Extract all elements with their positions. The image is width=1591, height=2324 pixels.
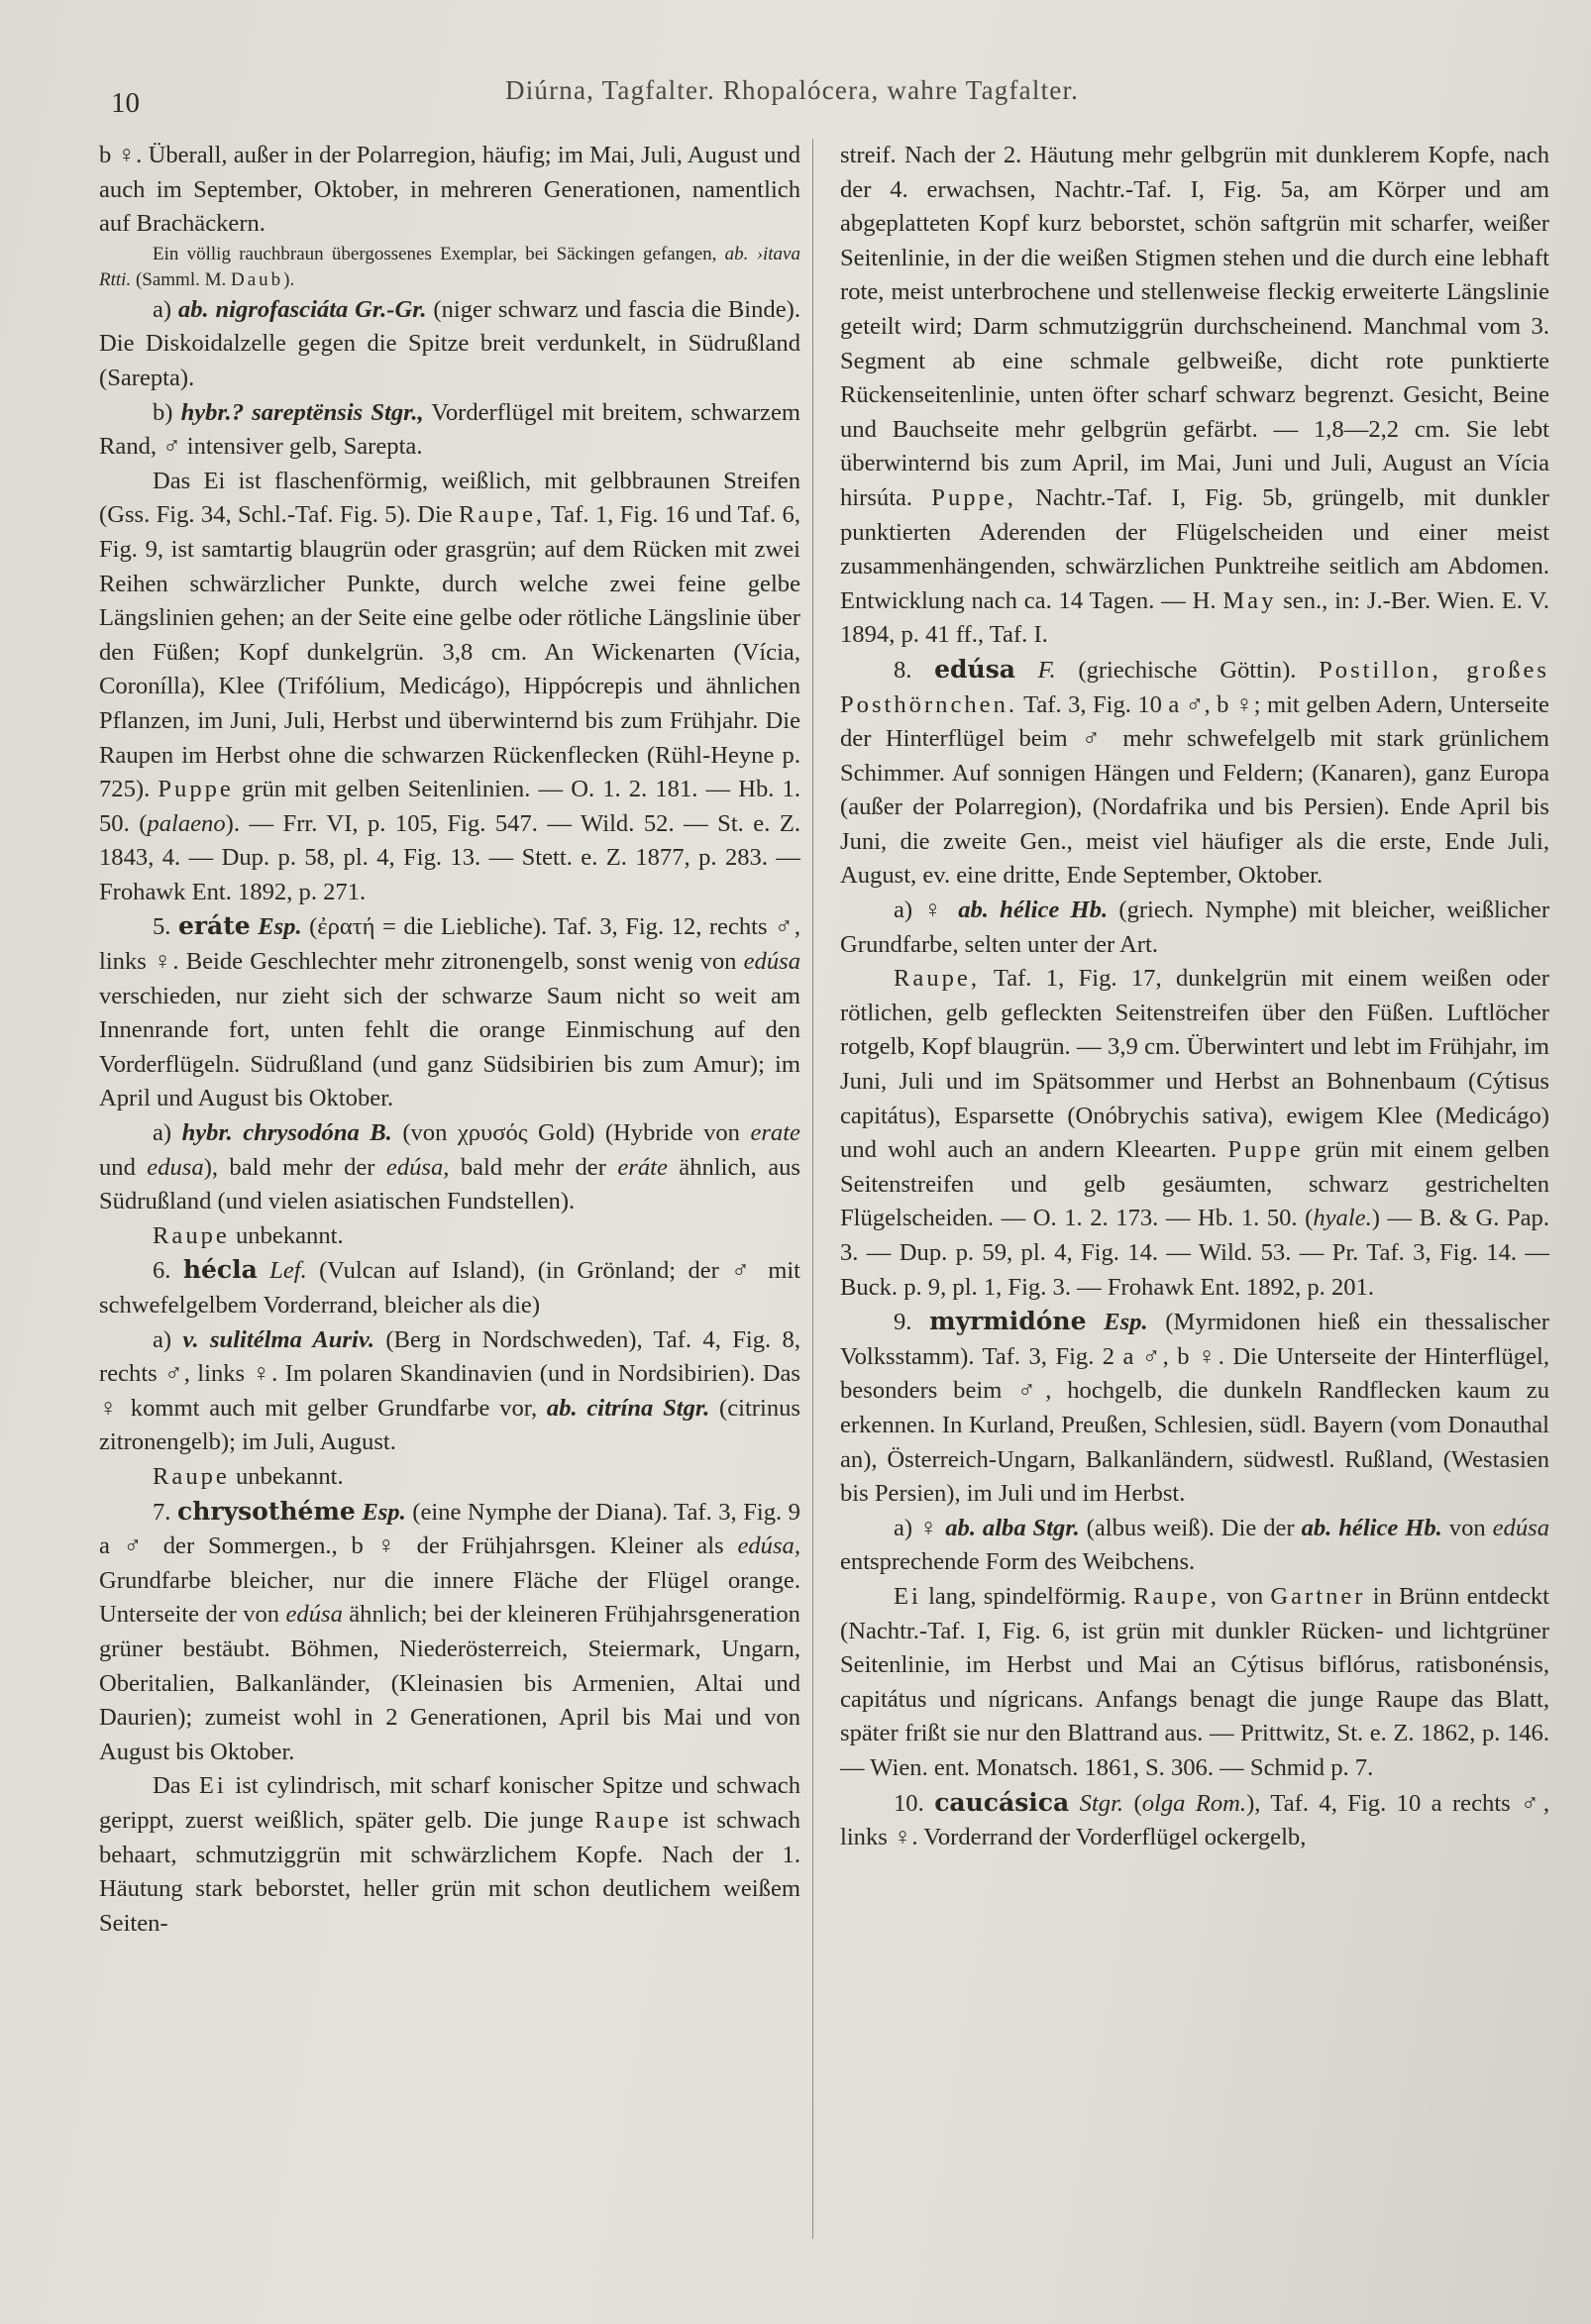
text-run: unbekannt. xyxy=(236,1221,344,1249)
text-run: (Berg in Nordschweden), Taf. 4, Fig. 8, rechts ♂, links ♀. Im polaren Skandinavien (und in Nordsibirien). Das ♀ kommt auch mit gelber Grundfarbe vor, xyxy=(99,1325,800,1422)
paragraph xyxy=(99,1460,800,1495)
keyword: Ei xyxy=(894,1582,921,1610)
text-run: a) ♀ xyxy=(894,1514,939,1541)
taxon-name: edúsa, xyxy=(385,1153,450,1181)
taxon-name: edúsa, xyxy=(737,1532,800,1560)
text-run: entsprechende Form des Weibchens. xyxy=(840,1548,1196,1576)
text-run: ). — Frr. VI, p. 105, Fig. 547. — Wild. 52. — St. e. Z. 1843, 4. — Dup. p. 58, pl. 4, Fig. 13. — Stett. e. Z. 1877, p. 283. — Frohawk Ent. 1892, p. 271. xyxy=(99,809,800,905)
author-name: Daub xyxy=(231,268,284,290)
text-run: (Myrmidonen hieß ein thessalischer Volksstamm). Taf. 3, Fig. 2 a ♂, b ♀. Die Unterseite der Hinterflügel, besonders beim ♂, hochgelb, die dunkeln Randflecken kaum zu erkennen. In Kurland, Preußen, Schlesien, südl. Bayern (vom Donauthal an), Österreich-Ungarn, Balkanländern, südwestl. Rußland, (Westasien bis Persien), im Juli und im Herbst. xyxy=(840,1309,1549,1508)
author-name: F. xyxy=(1037,656,1056,684)
text-run: ). xyxy=(283,268,295,290)
text-run: ist schwach behaart, schmutziggrün mit schwärzlichem Kopfe. Nach der 1. Häutung stark beborstet, heller grün mit schon deutlichem weißem Seiten- xyxy=(99,1806,800,1937)
paragraph xyxy=(99,465,800,910)
text-run: lang, spindelförmig. xyxy=(928,1582,1126,1610)
text-run: ähnlich, aus Südrußland (und vielen asiatischen Fundstellen). xyxy=(99,1153,800,1215)
paragraph xyxy=(840,139,1549,653)
paragraph xyxy=(840,1580,1549,1786)
column-rule xyxy=(812,139,813,2239)
author-name: May xyxy=(1222,586,1277,614)
keyword: Raupe, xyxy=(1133,1582,1220,1610)
author-name: Esp. xyxy=(362,1498,406,1526)
paragraph xyxy=(99,1323,800,1460)
text-run: (ἐρατή = die Liebliche). Taf. 3, Fig. 12, rechts ♂, links ♀. Beide Geschlechter mehr zitronengelb, sonst wenig von xyxy=(99,913,800,976)
paragraph: b ♀. Überall, außer in der Polarregion, häufig; im Mai, Juli, August und auch im September, Oktober, in mehreren Generationen, namentlich auf Brachäckern. xyxy=(99,142,800,238)
species-name: chrysothéme xyxy=(176,1496,356,1526)
entry-number: 10. xyxy=(894,1789,924,1817)
text-run: (Samml. M. xyxy=(135,268,227,290)
text-run: a) xyxy=(153,1325,172,1353)
common-name: Postillon, großes Posthörnchen. xyxy=(840,656,1549,718)
species-entry xyxy=(99,1253,800,1322)
taxon-name: ab. hélice Hb. xyxy=(1301,1514,1442,1541)
running-head: Diúrna, Tagfalter. Rhopalócera, wahre Tagfalter. xyxy=(505,75,1080,105)
author-name: Esp. xyxy=(258,913,302,941)
species-entry xyxy=(99,909,800,1116)
taxon-name: eráte xyxy=(617,1153,668,1181)
species-entry xyxy=(840,653,1549,894)
text-run: Das Ei ist flaschenförmig, weißlich, mit gelbbraunen Streifen (Gss. Fig. 34, Schl.-Taf. Fig. 5). Die xyxy=(99,467,800,529)
taxon-name: ab. nigrofasciáta Gr.-Gr. xyxy=(177,295,427,323)
text-run: (albus weiß). Die der xyxy=(1086,1514,1295,1541)
text-run: in Brünn entdeckt (Nachtr.-Taf. I, Fig. 6, ist grün mit dunkler Rücken- und lichtgrüner Seitenlinie, im Herbst und Mai an Cýtisus biflórus, ratisbonénsis, capitátus und nígricans. Anfangs benagt die junge Raupe das Blatt, später frißt sie nur den Blattrand aus. — Prittwitz, St. e. Z. 1862, p. 146. — Wien. ent. Monatsch. 1861, S. 306. — Schmid p. 7. xyxy=(840,1582,1549,1781)
text-run: von xyxy=(1226,1582,1264,1610)
author-name: Gartner xyxy=(1270,1582,1366,1610)
text-run: Taf. 1, Fig. 16 und Taf. 6, Fig. 9, ist samtartig blaugrün oder grasgrün; auf dem Rücken mit zwei Reihen schwärzlicher Punkte, durch welche zwei feine gelbe Längslinien gehen; an der Seite eine gelbe oder rötliche Längslinie über den Füßen; Kopf dunkelgrün. 3,8 cm. An Wickenarten (Vícia, Coronílla), Klee (Trifólium, Medicágo), Hippócrepis und ähnlichen Pflanzen, im Juni, Juli, Herbst und überwinternd bis zum Frühjahr. Die Raupen im Herbst ohne die schwarzen Rückenflecken (Rühl-Heyne p. 725). xyxy=(99,501,800,803)
taxon-name: edúsa xyxy=(285,1601,343,1629)
taxon-name: edúsa xyxy=(743,948,800,976)
entry-number: 5. xyxy=(153,913,171,941)
text-run: Taf. 1, Fig. 17, dunkelgrün mit einem weißen oder rötlichen, gelb gefleckten Seitenstreifen über den Füßen. Luftlöcher rotgelb, Kopf blaugrün. — 3,9 cm. Überwintert und lebt im Frühjahr, im Juni, Juli und im Spätsommer und Herbst an Bohnenbaum (Cýtisus capitátus), Esparsette (Onóbrychis sativa), ewigem Klee (Medicágo) und wohl auch an andern Kleearten. xyxy=(840,965,1549,1164)
footnote-paragraph xyxy=(99,242,800,293)
text-run: (griech. Nymphe) mit bleicher, weißlicher Grundfarbe, selten unter der Art. xyxy=(840,897,1550,958)
taxon-name: v. sulitélma Auriv. xyxy=(182,1325,374,1353)
taxon-name: olga Rom. xyxy=(1141,1789,1247,1817)
text-run: ( xyxy=(1133,1789,1142,1817)
keyword: Raupe xyxy=(153,1221,230,1249)
species-name: caucásica xyxy=(934,1787,1070,1817)
text-run: a) xyxy=(153,1119,172,1147)
right-column xyxy=(840,139,1549,1855)
paragraph xyxy=(99,1116,800,1219)
paragraph xyxy=(99,1769,800,1941)
author-name: Lef. xyxy=(269,1257,307,1285)
text-run: ) — B. & G. Pap. 3. — Dup. p. 59, pl. 4, Fig. 14. — Wild. 53. — Pr. Taf. 3, Fig. 14. — Buck. p. 9, pl. 1, Fig. 3. — Frohawk Ent. 1892, p. 201. xyxy=(840,1205,1550,1301)
paragraph xyxy=(840,962,1549,1305)
text-run: Vorderflügel mit breitem, schwarzem Rand, ♂ intensiver gelb, Sarepta. xyxy=(99,398,800,461)
text-run: (Vulcan auf Island), (in Grönland; der ♂ mit schwefelgelbem Vorderrand, bleicher als die) xyxy=(99,1257,800,1319)
text-run: ), Taf. 4, Fig. 10 a rechts ♂, links ♀. Vorderrand der Vorderflügel ockergelb, xyxy=(840,1789,1550,1851)
text-run: verschieden, nur zieht sich der schwarze Saum nicht so weit am Innenrande fort, unten fehlt die orange Einmischung auf den Vorderflügeln. Südrußland (und ganz Südsibirien bis zum Amur); im April und August bis Oktober. xyxy=(99,982,800,1112)
text-run: Ein völlig rauchbraun übergossenes Exemplar, bei Säckingen gefangen, xyxy=(153,243,717,264)
text-run: ähnlich; bei der kleineren Frühjahrsgeneration grüner bestäubt. Böhmen, Niederösterreich, Steiermark, Ungarn, Oberitalien, Balkanländer, (Kleinasien bis Armenien, Altai und Daurien); zumeist wohl in 2 Generationen, April bis Mai und von August bis Oktober. xyxy=(99,1601,800,1765)
keyword: Ei xyxy=(198,1772,227,1800)
text-run: streif. Nach der 2. Häutung mehr gelbgrün mit dunklerem Kopfe, nach der 4. erwachsen, Nachtr.-Taf. I, Fig. 5a, am Körper und am abgeplatteten Kopf kurz beborstet, schön saftgrün mit scharfer, weißer Seitenlinie, in der die weißen Stigmen stehen und die durch eine lebhaft rote, meist unterbrochene und stellenweise fleckig erweiterte Längslinie geteilt wird; Darm schmutziggrün durchscheinend. Manchmal vom 3. Segment ab eine schmale gelbweiße, dicht rote punktierte Rückenseitenlinie, unten öfter scharf schwarz begrenzt. Gesicht, Beine und Bauchseite mehr gelbgrün gefärbt. — 1,8—2,2 cm. Sie lebt überwinternd bis zum April, im Mai, Juni und Juli, August an Vícia hirsúta. xyxy=(840,142,1549,511)
taxon-name: ab. ›itava Rtti. xyxy=(99,243,800,290)
text-run: Grundfarbe bleicher, nur die innere Fläche der Flügel orange. Unterseite der von xyxy=(99,1566,800,1629)
text-run: von xyxy=(1448,1514,1486,1541)
taxon-name: hyale. xyxy=(1313,1205,1372,1232)
page-number: 10 xyxy=(111,87,140,119)
taxon-name: palaeno xyxy=(147,809,226,837)
species-name: myrmidóne xyxy=(929,1307,1087,1336)
text-run: a) ♀ xyxy=(894,897,947,924)
text-run: Das xyxy=(153,1772,191,1800)
entry-number: 9. xyxy=(894,1309,912,1336)
text-run: Taf. 3, Fig. 10 a ♂, b ♀; mit gelben Adern, Unterseite der Hinterflügel beim ♂ mehr schwefelgelb mit stark grünlichem Schimmer. Auf sonnigen Hängen und Feldern; (Kanaren), ganz Europa (außer der Polarregion), (Nordafrika und bis Persien). Ende April bis Juni, die zweite Gen., meist viel häufiger als die erste, Ende Juli, August, ev. eine dritte, Ende September, Oktober. xyxy=(840,690,1549,890)
taxon-name: ab. citrína Stgr. xyxy=(546,1394,710,1422)
keyword: Puppe xyxy=(158,776,234,803)
text-run: bald mehr der xyxy=(460,1153,606,1181)
keyword: Puppe xyxy=(1227,1136,1304,1164)
text-run: ist cylindrisch, mit scharf konischer Spitze und schwach gerippt, zuerst weißlich, später gelb. Die junge xyxy=(99,1772,800,1834)
keyword: Raupe, xyxy=(459,501,546,529)
keyword: Raupe xyxy=(594,1806,672,1834)
entry-number: 8. xyxy=(894,656,912,684)
paragraph xyxy=(840,1512,1549,1580)
text-run: (niger schwarz und fascia die Binde). Die Diskoidalzelle gegen die Spitze breit verdunkelt, in Südrußland (Sarepta). xyxy=(99,295,800,391)
entry-number: 6. xyxy=(153,1257,171,1285)
text-run: (von χρυσός Gold) (Hybride von xyxy=(402,1119,740,1147)
keyword: Raupe xyxy=(153,1462,230,1490)
text-run: ), bald mehr der xyxy=(203,1153,375,1181)
text-run: (citrinus zitronengelb); im Juli, August. xyxy=(99,1394,800,1456)
paragraph xyxy=(840,894,1549,962)
text-run: sen., in: J.-Ber. Wien. E. V. 1894, p. 41 ff., Taf. I. xyxy=(840,586,1549,649)
keyword: Raupe, xyxy=(894,965,980,993)
paragraph xyxy=(99,293,800,396)
taxon-name: hybr.? sareptënsis Stgr., xyxy=(180,398,424,426)
keyword: Puppe, xyxy=(931,483,1016,511)
taxon-name: erate xyxy=(750,1119,800,1147)
text-run: (eine Nymphe der Diana). Taf. 3, Fig. 9 a ♂ der Sommergen., b ♀ der Frühjahrsgen. Kleiner als xyxy=(99,1498,800,1560)
author-name: Esp. xyxy=(1104,1309,1148,1336)
paragraph xyxy=(99,1219,800,1254)
taxon-name: edúsa xyxy=(1492,1514,1549,1541)
taxon-name: edusa xyxy=(147,1153,204,1181)
text-run: grün mit einem gelben Seitenstreifen und gelb gesäumten, schwarz gestrichelten Flügelscheiden. — O. 1. 2. 173. — Hb. 1. 50. ( xyxy=(840,1136,1550,1232)
taxon-name: hybr. chrysodóna B. xyxy=(181,1119,392,1147)
species-name: eráte xyxy=(177,911,251,941)
text-run: unbekannt. xyxy=(236,1462,344,1490)
author-name: Stgr. xyxy=(1079,1789,1124,1817)
species-name: hécla xyxy=(182,1255,258,1285)
text-run: a) xyxy=(153,295,172,323)
species-entry xyxy=(99,1495,800,1770)
species-entry xyxy=(840,1305,1549,1512)
taxon-name: ab. alba Stgr. xyxy=(945,1514,1080,1541)
text-run: Nachtr.-Taf. I, Fig. 5b, grüngelb, mit dunkler punktierten Aderenden der Flügelscheiden und einer meist zusammenhängenden, schwärzlichen Punktreihe seitlich am Abdomen. Entwicklung nach ca. 14 Tagen. — H. xyxy=(840,483,1550,614)
species-name: edúsa xyxy=(934,654,1015,684)
entry-number: 7. xyxy=(153,1498,171,1526)
taxon-name: ab. hélice Hb. xyxy=(958,897,1109,924)
left-column xyxy=(99,139,800,1941)
text-run: (griechische Göttin). xyxy=(1078,656,1297,684)
text-run: und xyxy=(99,1153,136,1181)
text-run: grün mit gelben Seitenlinien. — O. 1. 2. 181. — Hb. 1. 50. ( xyxy=(99,776,800,837)
paragraph xyxy=(99,396,800,465)
text-run: b) xyxy=(153,398,173,426)
species-entry xyxy=(840,1786,1549,1855)
